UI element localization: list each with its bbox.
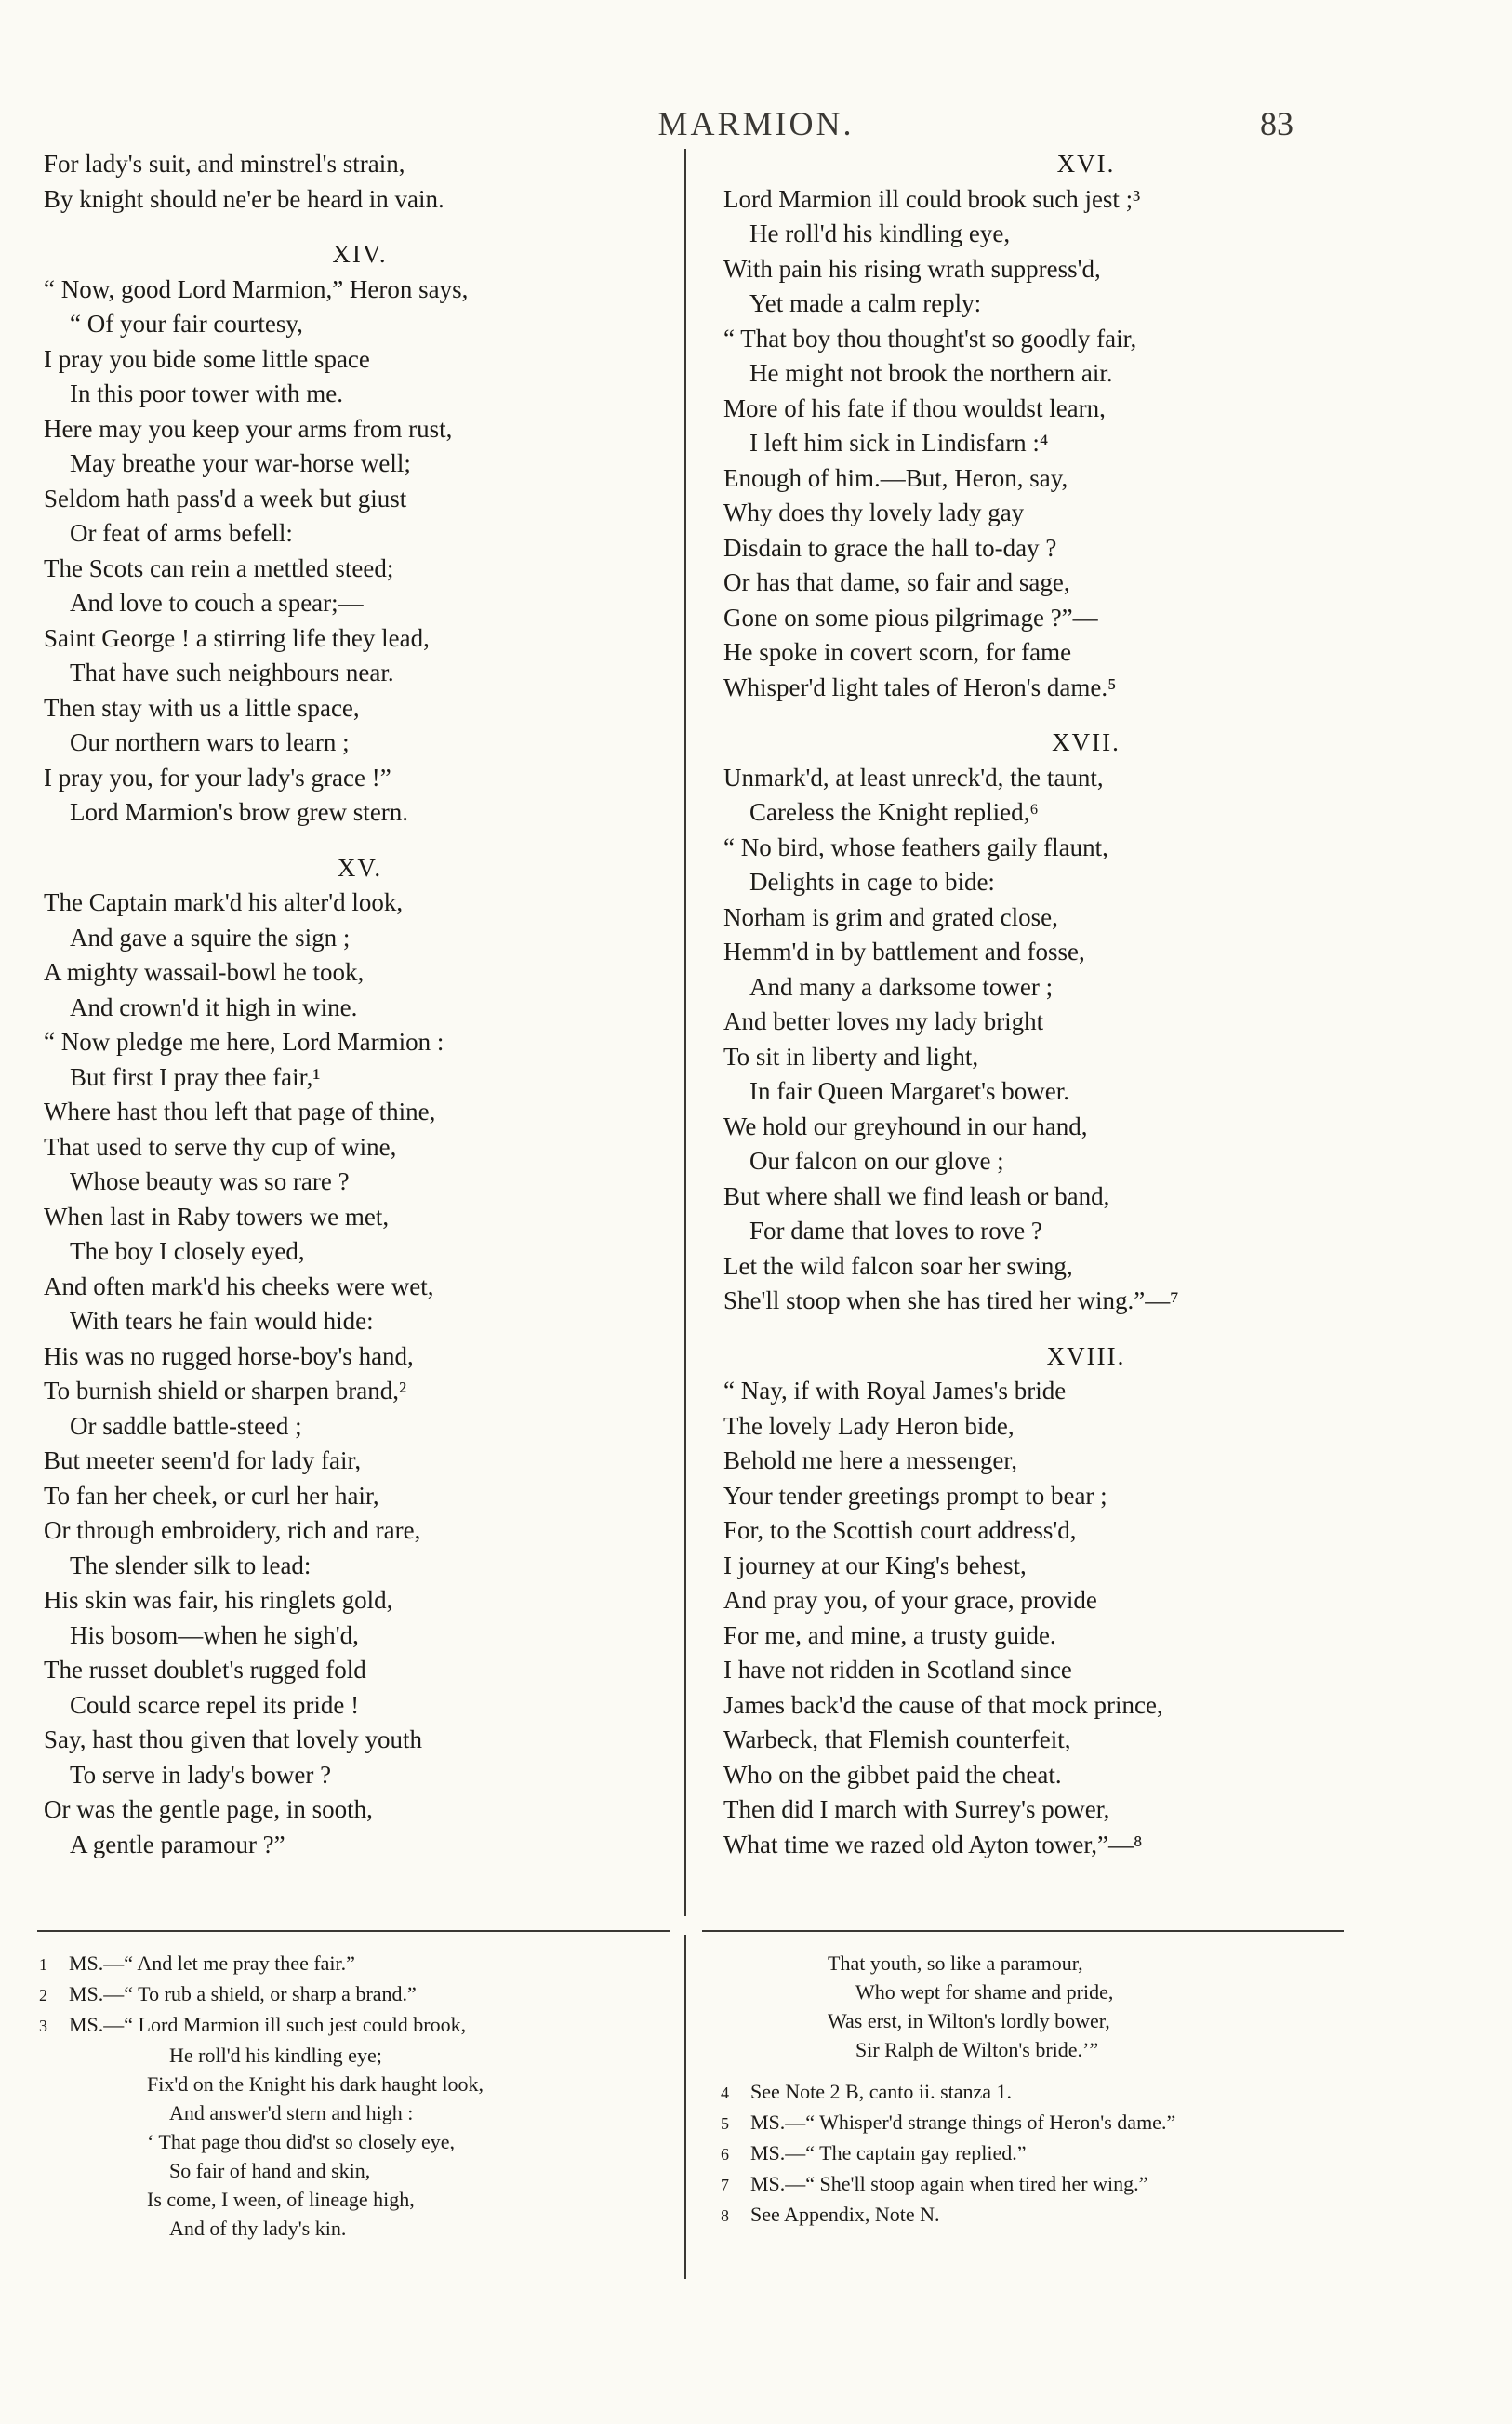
verse-line: Or has that dame, so fair and sage,	[723, 568, 1070, 596]
verse-line: To fan her cheek, or curl her hair,	[44, 1481, 379, 1510]
footnote-rule-left	[37, 1930, 670, 1932]
verse-line: Delights in cage to bide:	[749, 868, 995, 896]
verse-line: For dame that loves to rove ?	[749, 1217, 1042, 1245]
verse-line: That have such neighbours near.	[70, 659, 394, 686]
verse-line: The Captain mark'd his alter'd look,	[44, 888, 404, 916]
verse-line: Lord Marmion's brow grew stern.	[70, 798, 409, 826]
footnote-marker: 3	[39, 2017, 47, 2035]
footnote-marker: 2	[39, 1986, 47, 2004]
stanza-xviii	[723, 1339, 1449, 1863]
verse-line: I pray you, for your lady's grace !”	[44, 763, 391, 792]
stanza-xv	[44, 851, 676, 1863]
verse-line: Then did I march with Surrey's power,	[723, 1795, 1110, 1823]
verse-line: Hemm'd in by battlement and fosse,	[723, 938, 1085, 966]
verse-line: Saint George ! a stirring life they lead,	[44, 623, 430, 652]
column-divider	[684, 149, 686, 1916]
verse-line: James back'd the cause of that mock prince,	[723, 1690, 1163, 1719]
verse-line: Warbeck, that Flemish counterfeit,	[723, 1725, 1071, 1753]
verse-line: Your tender greetings prompt to bear ;	[723, 1481, 1107, 1510]
verse-line: “ Now, good Lord Marmion,” Heron says,	[44, 274, 469, 303]
verse-line: Whisper'd light tales of Heron's dame.⁵	[723, 673, 1117, 701]
verse-line: Behold me here a messenger,	[723, 1446, 1018, 1474]
verse-line: What time we razed old Ayton tower,”—⁸	[723, 1830, 1143, 1858]
verse-line: Seldom hath pass'd a week but giust	[44, 484, 407, 513]
footnote-line	[39, 2041, 634, 2070]
footnote-text: MS.—“ And let me pray thee fair.”	[69, 1951, 355, 1975]
footnote-text: MS.—“ Whisper'd strange things of Heron's dame.”	[750, 2111, 1176, 2134]
verse-line: “ That boy thou thought'st so goodly fair,	[723, 324, 1137, 353]
verse-line: To sit in liberty and light,	[723, 1042, 979, 1071]
verse-line: Enough of him.—But, Heron, say,	[723, 463, 1068, 492]
verse-line: Then stay with us a little space,	[44, 693, 360, 722]
verse-line: For, to the Scottish court address'd,	[723, 1516, 1077, 1544]
stanza-number: XVII.	[1052, 728, 1121, 756]
footnote-marker: 4	[721, 2084, 729, 2102]
footnotes-right	[721, 1949, 1390, 2231]
footnote-text: And answer'd stern and high :	[169, 2101, 414, 2124]
verse-line: And pray you, of your grace, provide	[723, 1586, 1097, 1614]
footnote-line	[721, 2006, 1390, 2035]
verse-line: Lord Marmion ill could brook such jest ;³	[723, 184, 1141, 213]
footnote-rule-right	[702, 1930, 1344, 1932]
verse-line: Norham is grim and grated close,	[723, 902, 1058, 931]
verse-line: “ Nay, if with Royal James's bride	[723, 1377, 1067, 1405]
verse-line: Gone on some pious pilgrimage ?”—	[723, 603, 1098, 632]
right-text-column	[723, 147, 1449, 1862]
verse-line: When last in Raby towers we met,	[44, 1202, 390, 1231]
verse-line: His bosom—when he sigh'd,	[70, 1620, 359, 1649]
verse-line: Unmark'd, at least unreck'd, the taunt,	[723, 763, 1104, 792]
footnote-text: ‘ That page thou did'st so closely eye,	[147, 2130, 456, 2153]
footnote-text: MS.—“ Lord Marmion ill such jest could brook,	[69, 2013, 467, 2036]
stanza-number: XIV.	[332, 240, 388, 268]
verse-line: Or through embroidery, rich and rare,	[44, 1516, 421, 1544]
verse-line: And often mark'd his cheeks were wet,	[44, 1272, 434, 1300]
footnotes-left	[39, 1949, 634, 2243]
footnote-line	[721, 2108, 1390, 2138]
verse-line: Our falcon on our glove ;	[749, 1147, 1004, 1175]
footnote-marker: 7	[721, 2176, 729, 2194]
verse-line: I have not ridden in Scotland since	[723, 1656, 1072, 1684]
verse-line: May breathe your war-horse well;	[70, 449, 411, 477]
footnote-line	[39, 2185, 634, 2214]
verse-line: Whose beauty was so rare ?	[70, 1167, 350, 1195]
footnote-text: MS.—“ The captain gay replied.”	[750, 2141, 1027, 2164]
verse-line: With tears he fain would hide:	[70, 1307, 374, 1335]
verse-line: That used to serve thy cup of wine,	[44, 1132, 397, 1161]
verse-line: Or was the gentle page, in sooth,	[44, 1795, 373, 1823]
verse-line: Or feat of arms befell:	[70, 519, 293, 547]
footnote-text: See Appendix, Note N.	[750, 2203, 940, 2226]
verse-line: And gave a squire the sign ;	[70, 923, 351, 952]
footnote-marker: 8	[721, 2206, 729, 2225]
verse-line: For me, and mine, a trusty guide.	[723, 1620, 1056, 1649]
verse-line: The russet doublet's rugged fold	[44, 1656, 366, 1684]
stanza-xvi	[723, 147, 1449, 705]
page-number: 83	[1260, 105, 1293, 142]
footnote-line	[39, 2098, 634, 2127]
footnote-marker: 6	[721, 2145, 729, 2164]
footnote-line	[39, 2214, 634, 2243]
footnote-text: Is come, I ween, of lineage high,	[147, 2188, 415, 2211]
verse-line: “ Now pledge me here, Lord Marmion :	[44, 1028, 444, 1056]
footnote-line	[721, 2138, 1390, 2169]
verse-line: Where hast thou left that page of thine,	[44, 1098, 436, 1125]
footnote-marker: 1	[39, 1955, 47, 1974]
verse-line: The boy I closely eyed,	[70, 1237, 305, 1265]
verse-line: We hold our greyhound in our hand,	[723, 1112, 1088, 1140]
verse-line: And many a darksome tower ;	[749, 972, 1054, 1001]
stanza-number: XVI.	[1056, 150, 1116, 178]
footnote-line	[721, 2200, 1390, 2231]
footnote-line	[39, 2070, 634, 2098]
footnote-text: Fix'd on the Knight his dark haught look,	[147, 2072, 484, 2096]
footnote-text: That youth, so like a paramour,	[828, 1951, 1083, 1975]
verse-line: To burnish shield or sharpen brand,²	[44, 1377, 407, 1405]
stanza-xiv	[44, 237, 676, 831]
verse-line: His skin was fair, his ringlets gold,	[44, 1586, 393, 1614]
stanza-number: XV.	[337, 853, 383, 882]
verse-line: Disdain to grace the hall to-day ?	[723, 533, 1057, 562]
footnote-text: He roll'd his kindling eye;	[169, 2044, 382, 2067]
footnote-divider	[684, 1935, 686, 2279]
verse-line: His was no rugged horse-boy's hand,	[44, 1341, 414, 1370]
verse-line: Let the wild falcon soar her swing,	[723, 1251, 1073, 1280]
verse-line: Careless the Knight replied,⁶	[749, 798, 1039, 826]
verse-line: A mighty wassail-bowl he took,	[44, 958, 365, 986]
verse-line: The slender silk to lead:	[70, 1551, 312, 1579]
verse-line: I journey at our King's behest,	[723, 1551, 1027, 1579]
footnote-line	[721, 2077, 1390, 2108]
footnote-line	[39, 1979, 634, 2010]
verse-line: Or saddle battle-steed ;	[70, 1411, 302, 1440]
footnote-text: See Note 2 B, canto ii. stanza 1.	[750, 2080, 1013, 2103]
footnote-line	[721, 1949, 1390, 1978]
verse-line: “ No bird, whose feathers gaily flaunt,	[723, 832, 1108, 861]
footnote-text: And of thy lady's kin.	[169, 2217, 347, 2240]
verse-line: With pain his rising wrath suppress'd,	[723, 254, 1101, 283]
verse-line: He spoke in covert scorn, for fame	[723, 638, 1072, 666]
stanza-xvii	[723, 726, 1449, 1319]
verse-line: In this poor tower with me.	[70, 380, 343, 407]
verse-line: For lady's suit, and minstrel's strain,	[44, 150, 405, 178]
footnote-line	[721, 2035, 1390, 2064]
verse-line: She'll stoop when she has tired her wing.”—⁷	[723, 1286, 1179, 1314]
stanza-number: XVIII.	[1046, 1341, 1126, 1370]
verse-line: I left him sick in Lindisfarn :⁴	[749, 429, 1049, 457]
footnote-text: MS.—“ To rub a shield, or sharp a brand.”	[69, 1982, 417, 2005]
running-head: MARMION.	[657, 105, 855, 142]
verse-line: Say, hast thou given that lovely youth	[44, 1725, 422, 1753]
verse-line: And crown'd it high in wine.	[70, 992, 358, 1021]
footnote-text: MS.—“ She'll stoop again when tired her wing.”	[750, 2172, 1148, 2195]
footnote-line	[39, 2127, 634, 2156]
stanza-cont	[44, 147, 676, 217]
verse-line: “ Of your fair courtesy,	[70, 310, 303, 338]
footnote-text: Was erst, in Wilton's lordly bower,	[828, 2009, 1110, 2032]
verse-line: But where shall we find leash or band,	[723, 1181, 1110, 1210]
verse-line: I pray you bide some little space	[44, 344, 370, 373]
verse-line: But first I pray thee fair,¹	[70, 1062, 321, 1091]
verse-line: Could scarce repel its pride !	[70, 1690, 360, 1719]
verse-line: Our northern wars to learn ;	[70, 728, 350, 756]
footnote-text: So fair of hand and skin,	[169, 2159, 371, 2182]
verse-line: He might not brook the northern air.	[749, 359, 1113, 387]
verse-line: More of his fate if thou wouldst learn,	[723, 393, 1106, 422]
footnote-line	[721, 2169, 1390, 2200]
footnote-line	[39, 2156, 634, 2185]
verse-line: Who on the gibbet paid the cheat.	[723, 1760, 1062, 1789]
footnote-text: Sir Ralph de Wilton's bride.’”	[855, 2038, 1099, 2061]
verse-line: Yet made a calm reply:	[749, 289, 982, 317]
verse-line: Here may you keep your arms from rust,	[44, 414, 453, 443]
left-text-column	[44, 147, 676, 1862]
verse-line: In fair Queen Margaret's bower.	[749, 1077, 1069, 1105]
verse-line: He roll'd his kindling eye,	[749, 220, 1011, 247]
verse-line: A gentle paramour ?”	[70, 1830, 285, 1858]
verse-line: And better loves my lady bright	[723, 1007, 1044, 1035]
verse-line: To serve in lady's bower ?	[70, 1760, 332, 1789]
verse-line: By knight should ne'er be heard in vain.	[44, 184, 444, 213]
footnote-line	[39, 2010, 634, 2041]
footnote-line	[721, 1978, 1390, 2006]
footnote-marker: 5	[721, 2114, 729, 2133]
verse-line: The Scots can rein a mettled steed;	[44, 553, 394, 582]
verse-line: And love to couch a spear;—	[70, 589, 364, 617]
footnote-line	[39, 1949, 634, 1979]
footnote-text: Who wept for shame and pride,	[855, 1980, 1114, 2004]
verse-line: Why does thy lovely lady gay	[723, 499, 1025, 526]
verse-line: But meeter seem'd for lady fair,	[44, 1446, 362, 1474]
verse-line: The lovely Lady Heron bide,	[723, 1411, 1015, 1440]
